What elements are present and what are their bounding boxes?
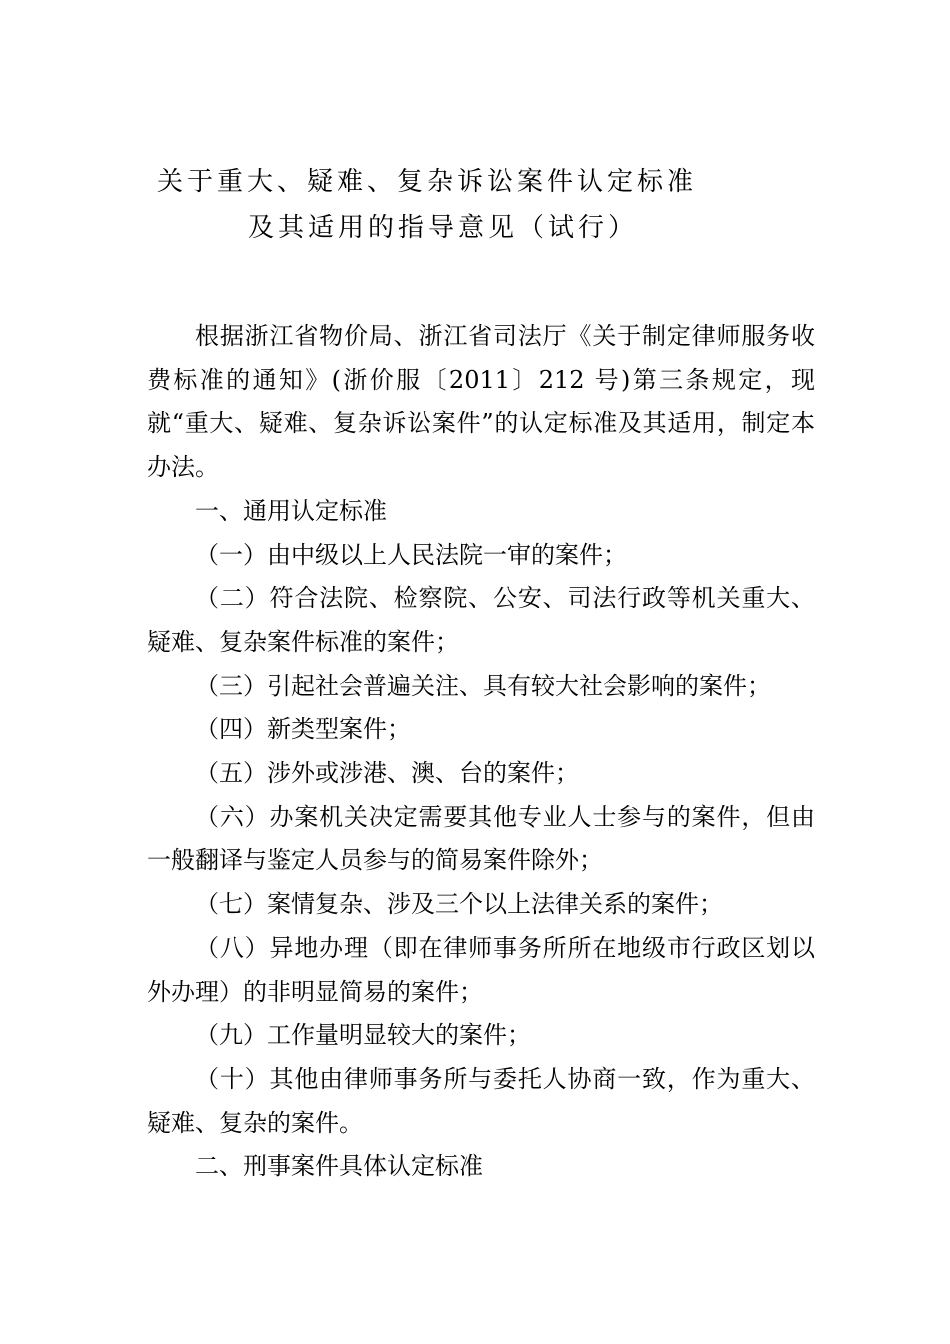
list-item-3: （三）引起社会普遍关注、具有较大社会影响的案件； <box>195 671 771 700</box>
list-item-1: （一）由中级以上人民法院一审的案件； <box>195 540 627 569</box>
list-item-4: （四）新类型案件； <box>195 715 411 744</box>
list-item-9: （九）工作量明显较大的案件； <box>195 1021 531 1050</box>
list-item-6: （六）办案机关决定需要其他专业人士参与的案件，但由一般翻译与鉴定人员参与的简易案件除外； <box>147 802 815 875</box>
document-title-line-2: 及其适用的指导意见（试行） <box>248 213 639 243</box>
list-item-7: （七）案情复杂、涉及三个以上法律关系的案件； <box>195 890 723 919</box>
document-body <box>147 315 815 1189</box>
paragraph-preamble: 根据浙江省物价局、浙江省司法厅《关于制定律师服务收费标准的通知》(浙价服〔2011〕212 号)第三条规定，现就“重大、疑难、复杂诉讼案件”的认定标准及其适用，制定本办法。 <box>147 322 815 482</box>
list-item-8: （八）异地办理（即在律师事务所所在地级市行政区划以外办理）的非明显简易的案件； <box>147 933 815 1006</box>
section-heading-criminal-standards: 二、刑事案件具体认定标准 <box>195 1152 483 1181</box>
document-title-line-1: 关于重大、疑难、复杂诉讼案件认定标准 <box>157 167 698 197</box>
list-item-10: （十）其他由律师事务所与委托人协商一致，作为重大、疑难、复杂的案件。 <box>147 1064 815 1137</box>
list-item-2: （二）符合法院、检察院、公安、司法行政等机关重大、疑难、复杂案件标准的案件； <box>147 584 815 656</box>
list-item-5: （五）涉外或涉港、澳、台的案件； <box>195 759 579 788</box>
section-heading-general-standards: 一、通用认定标准 <box>195 496 387 525</box>
